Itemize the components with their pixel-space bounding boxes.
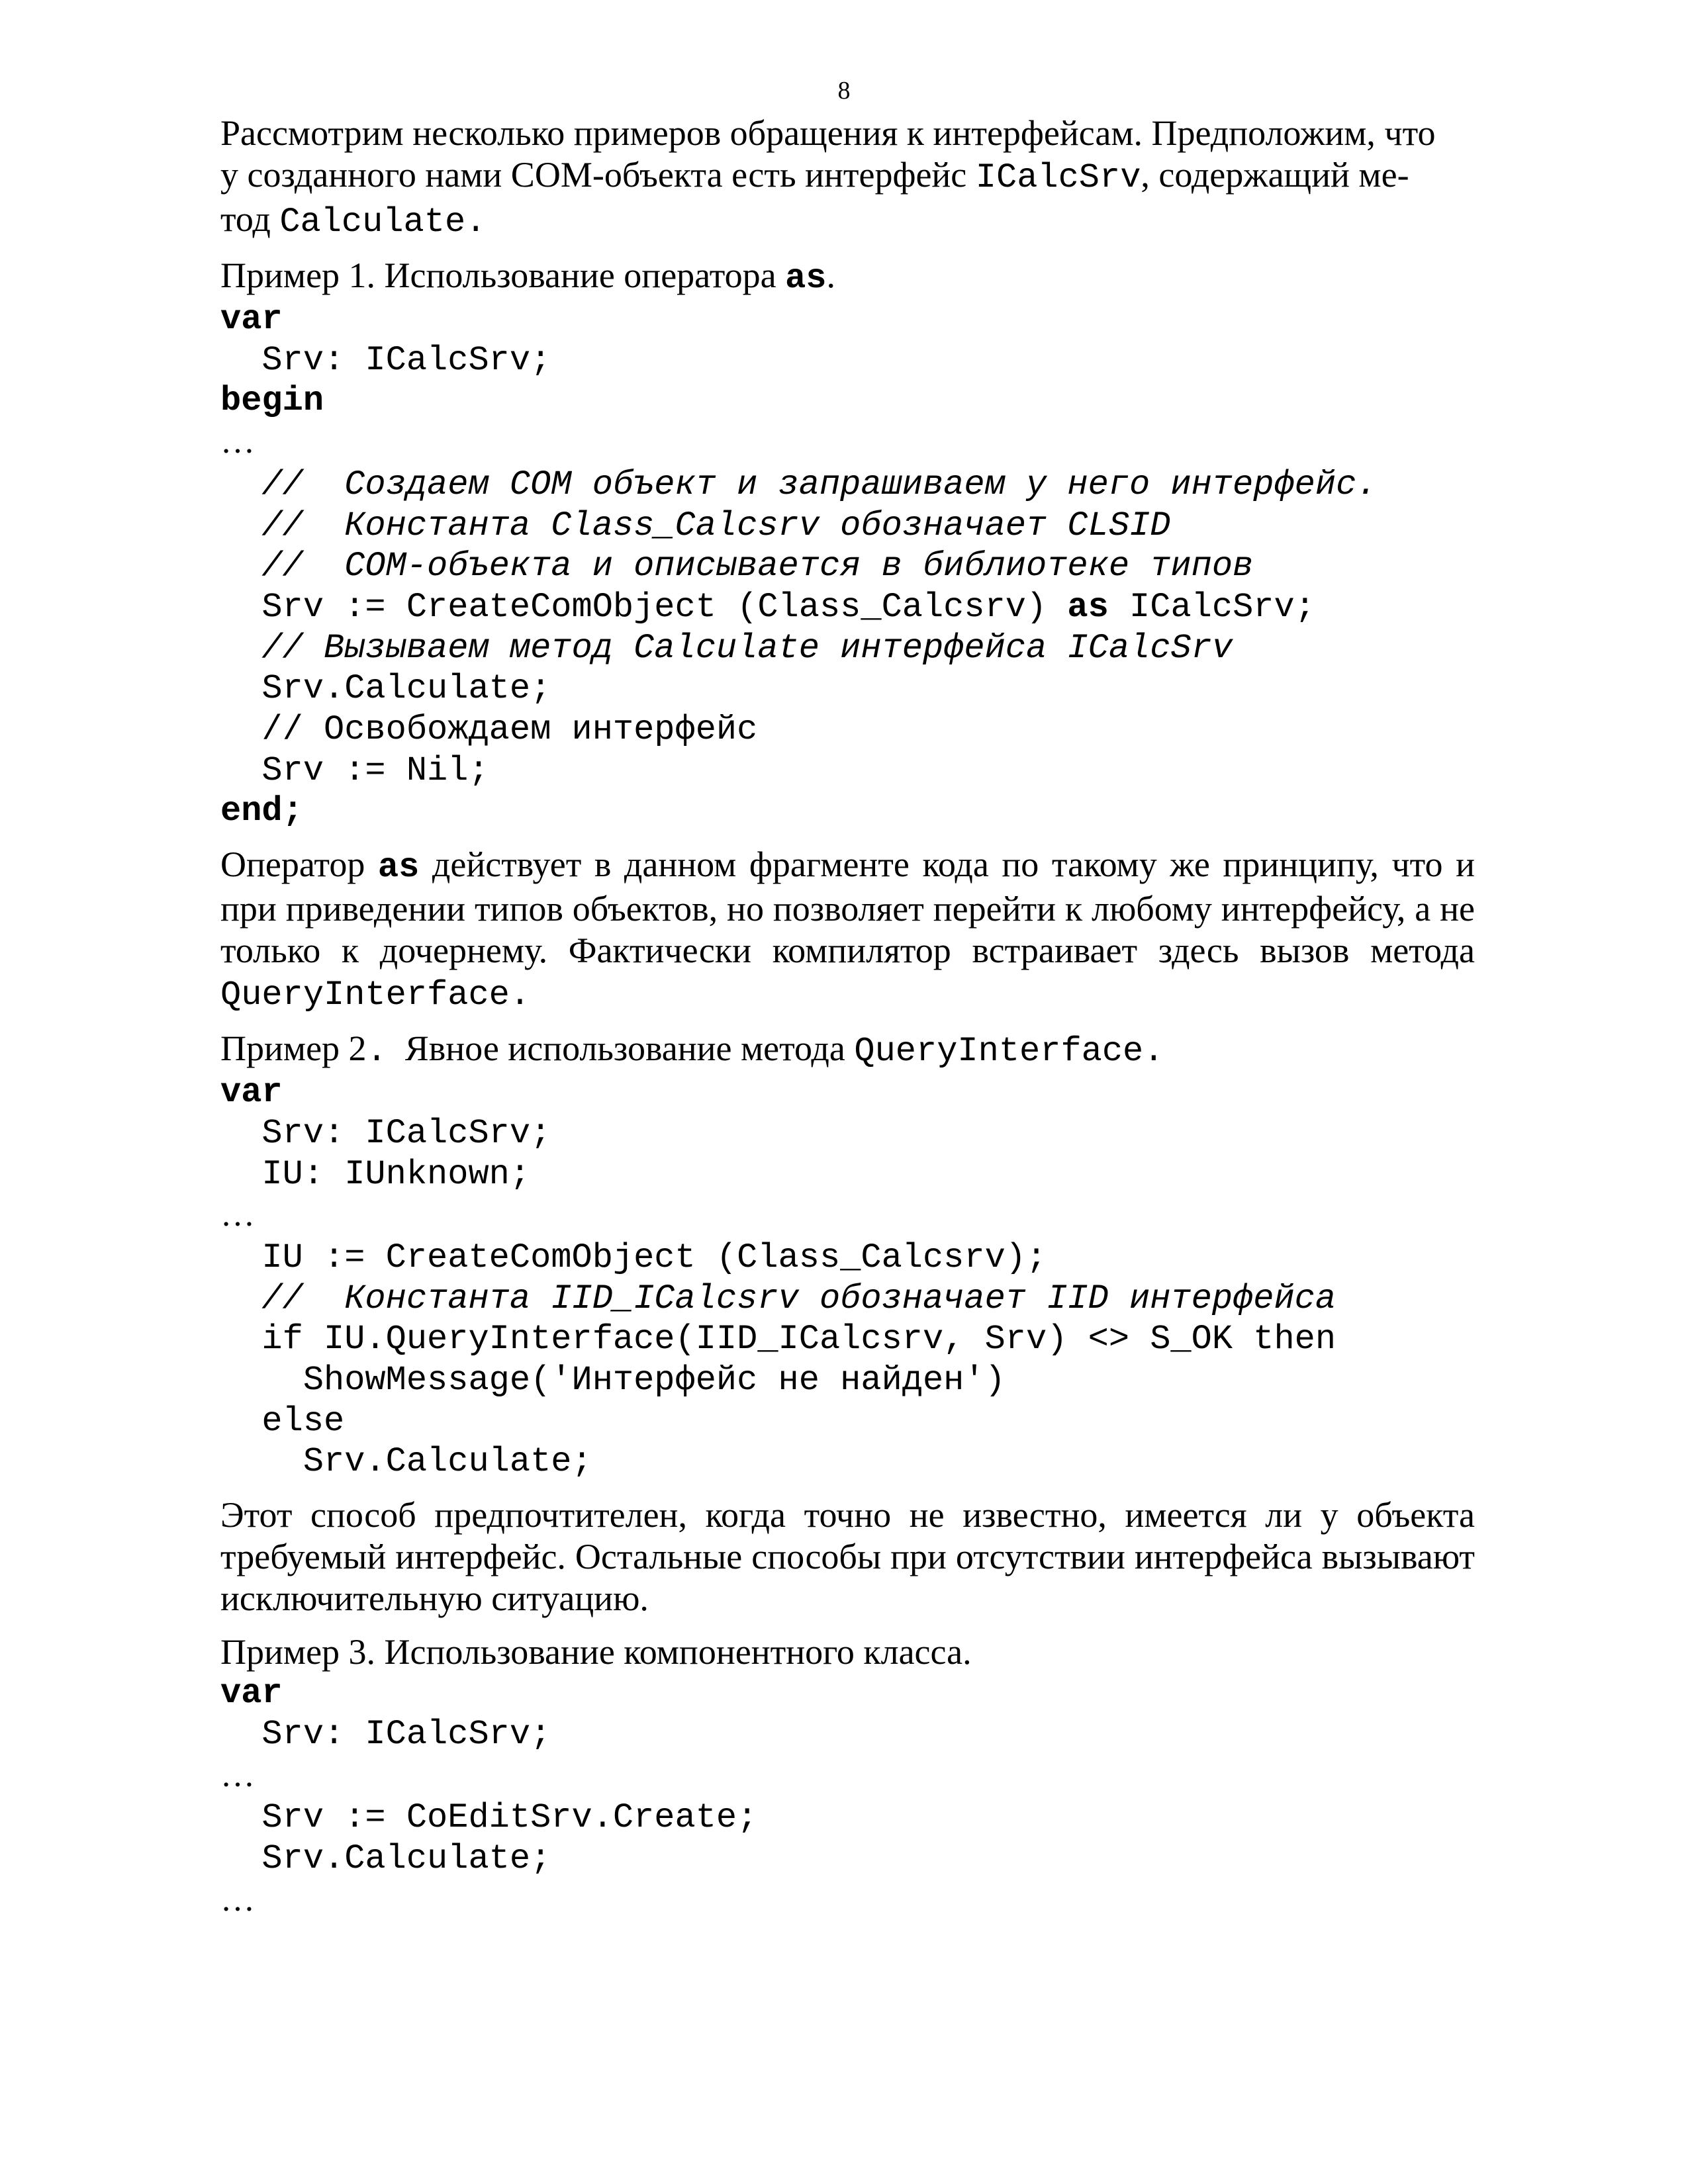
- code-comment: // Константа Class_Calcsrv обозначает CLSID: [220, 506, 1171, 545]
- code-line: Srv: ICalcSrv;: [220, 1113, 551, 1153]
- code-comment: // COM-объекта и описывается в библиотеке типов: [220, 547, 1254, 586]
- example-1-heading: [220, 255, 1475, 299]
- code-comment: // Освобождаем интерфейс: [220, 710, 758, 750]
- intro-line-2-text: у созданного нами COM-объекта есть интерфейс: [220, 155, 976, 195]
- code-line: var: [220, 300, 283, 339]
- code-line: var: [220, 1674, 283, 1713]
- code-line: Srv := CoEditSrv.Create;: [220, 1798, 758, 1838]
- para-code-queryinterface: QueryInterface.: [220, 976, 531, 1015]
- example-1-heading-end: .: [826, 255, 836, 295]
- example-2-heading-code: QueryInterface.: [854, 1032, 1164, 1071]
- code-line: …: [220, 423, 255, 461]
- code-line: Srv: ICalcSrv;: [220, 340, 551, 380]
- code-line: if IU.QueryInterface(IID_ICalcsrv, Srv) <> S_OK then: [220, 1320, 1336, 1359]
- code-comment: // Константа IID_ICalcsrv обозначает IID интерфейса: [220, 1279, 1336, 1318]
- intro-line-3-text: тод: [220, 199, 280, 239]
- code-line: Srv := Nil;: [220, 751, 489, 790]
- code-line: Srv.Calculate;: [220, 1839, 551, 1878]
- para-keyword-as: as: [377, 848, 420, 887]
- code-line: Srv.Calculate;: [220, 669, 551, 709]
- code-line: ShowMessage('Интерфейс не найден'): [220, 1361, 1006, 1400]
- code-line: Srv.Calculate;: [220, 1442, 592, 1482]
- code-line: IU: IUnknown;: [220, 1154, 531, 1194]
- example-1-heading-keyword: as: [785, 259, 827, 298]
- example-1-code: [220, 299, 1475, 832]
- intro-line-2-end: , содержащий ме-: [1141, 155, 1409, 195]
- intro-code-calculate: Calculate.: [279, 203, 487, 242]
- example-3-heading: Пример 3. Использование компонентного класса.: [220, 1632, 972, 1672]
- intro-code-icalcsrv: ICalcSrv: [975, 158, 1141, 197]
- code-comment: // Вызываем метод Calculate интерфейса ICalcSrv: [220, 628, 1233, 668]
- code-line: IU := CreateComObject (Class_Calcsrv);: [220, 1238, 1047, 1277]
- code-line: end;: [220, 792, 303, 831]
- code-line: var: [220, 1073, 283, 1113]
- code-line: else: [220, 1401, 345, 1441]
- example-2-heading: [220, 1028, 1475, 1072]
- para-text: Оператор: [220, 844, 378, 885]
- code-keyword: as: [1067, 587, 1109, 627]
- code-comment: // Создаем COM объект и запрашиваем у него интерфейс.: [220, 465, 1378, 504]
- code-line: …: [220, 1196, 255, 1234]
- code-line: Srv := CreateComObject (Class_Calcsrv): [220, 587, 1068, 627]
- example-2-heading-text: Явное использование метода: [387, 1028, 855, 1069]
- intro-paragraph: [220, 113, 1475, 243]
- para-text: действует в данном фрагменте кода по такому же принципу, что и при приведении типов объектов, но позволяет перейти к любому интерфейсу, а не только к дочернему. Фактически компилятор встраивает здесь вызов метода: [220, 844, 1475, 971]
- example-2-heading-dot: .: [366, 1032, 387, 1071]
- example-2-code: [220, 1072, 1475, 1482]
- page-number: 8: [837, 77, 851, 105]
- as-operator-paragraph: [220, 844, 1475, 1016]
- code-line: ICalcSrv;: [1108, 587, 1315, 627]
- method-preference-paragraph: Этот способ предпочтителен, когда точно не известно, имеется ли у объекта требуемый интерфейс. Остальные способы при отсутствии интерфейса вызывают исключительную ситуацию.: [220, 1495, 1475, 1619]
- code-line: …: [220, 1756, 255, 1794]
- code-line: Srv: ICalcSrv;: [220, 1714, 551, 1754]
- intro-line-1: Рассмотрим несколько примеров обращения к интерфейсам. Предположим, что: [220, 113, 1436, 153]
- code-line: …: [220, 1880, 255, 1919]
- example-2-heading-label: Пример 2: [220, 1028, 367, 1069]
- example-1-heading-text: Пример 1. Использование оператора: [220, 255, 786, 295]
- example-3-code: [220, 1673, 1475, 1922]
- page-content: [220, 113, 1475, 1922]
- code-line: begin: [220, 381, 324, 421]
